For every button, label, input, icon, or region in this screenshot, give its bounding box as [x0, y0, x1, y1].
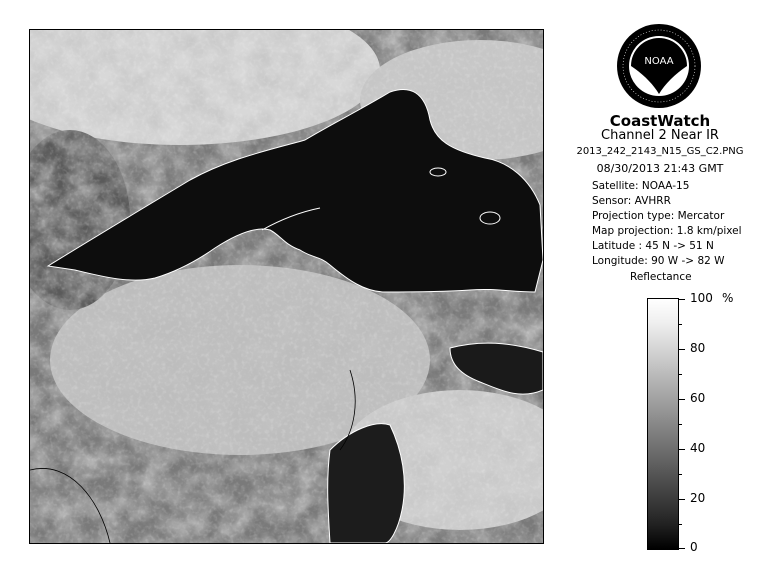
colorbar-tick	[678, 524, 682, 525]
channel-name: Channel 2 Near IR	[601, 128, 719, 143]
colorbar-tick	[678, 424, 682, 425]
colorbar-tick	[678, 399, 685, 400]
metadata-longitude: Longitude: 90 W -> 82 W	[592, 255, 725, 267]
colorbar-tick	[678, 299, 685, 300]
colorbar-label: 60	[690, 391, 706, 405]
reflectance-colorbar	[647, 298, 679, 550]
metadata-projection-type: Projection type: Mercator	[592, 210, 725, 222]
noaa-logo	[615, 22, 703, 110]
legend-title: Reflectance	[630, 271, 692, 283]
colorbar-label: 20	[690, 491, 706, 505]
image-datetime: 08/30/2013 21:43 GMT	[596, 162, 724, 175]
product-title: CoastWatch	[609, 112, 711, 130]
satellite-image-svg	[30, 30, 543, 543]
lake-michigan	[328, 424, 405, 543]
metadata-sensor: Sensor: AVHRR	[592, 195, 671, 207]
logo-text: NOAA	[644, 56, 674, 67]
metadata-map-projection: Map projection: 1.8 km/pixel	[592, 225, 742, 237]
legend-unit: %	[722, 291, 734, 305]
colorbar-label: 0	[690, 540, 698, 554]
metadata-satellite: Satellite: NOAA-15	[592, 180, 690, 192]
colorbar-label: 40	[690, 441, 706, 455]
satellite-image-map[interactable]	[29, 29, 544, 544]
colorbar-tick	[678, 474, 682, 475]
colorbar-tick	[678, 548, 685, 549]
colorbar-label: 80	[690, 341, 706, 355]
colorbar-tick	[678, 374, 682, 375]
image-filename: 2013_242_2143_N15_GS_C2.PNG	[576, 146, 744, 157]
colorbar-tick	[678, 324, 682, 325]
colorbar-label: 100	[690, 291, 713, 305]
colorbar-tick	[678, 449, 685, 450]
colorbar-tick	[678, 349, 685, 350]
metadata-latitude: Latitude : 45 N -> 51 N	[592, 240, 714, 252]
colorbar-tick	[678, 499, 685, 500]
